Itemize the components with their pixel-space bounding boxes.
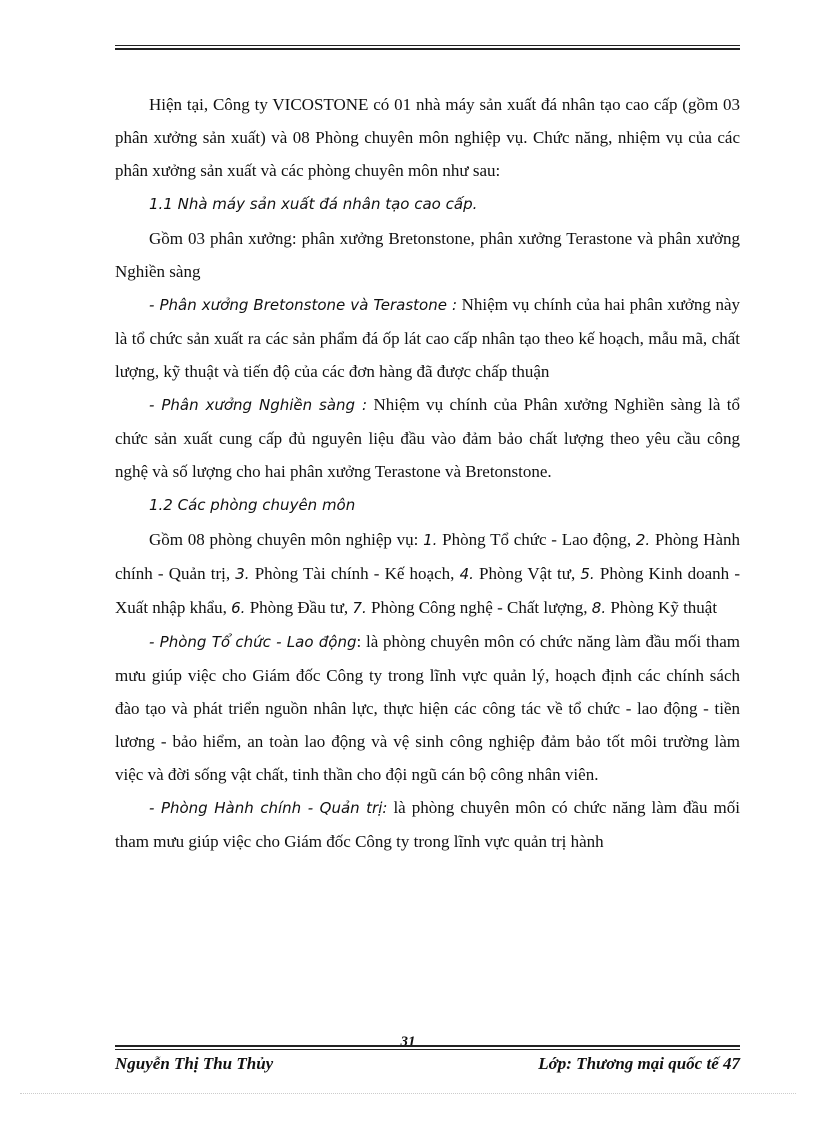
header-rule — [115, 45, 740, 50]
bullet-label: - Phân xưởng Bretonstone và Terastone : — [149, 296, 458, 314]
bullet-bretonstone-terastone: - Phân xưởng Bretonstone và Terastone : Nhiệm vụ chính của hai phân xưởng này là tổ chức sản xuất ra các sản phẩm đá ốp lát cao cấp nhân tạo theo kế hoạch, mẫu mã, chất lượng, kỹ thuật và tiến độ của các đơn hàng đã được chấp thuận — [115, 295, 740, 381]
bullet-nghien-sang: - Phân xưởng Nghiền sàng : Nhiệm vụ chính của Phân xưởng Nghiền sàng là tổ chức sản xuất cung cấp đủ nguyên liệu đầu vào đảm bảo chất lượng theo yêu cầu công nghệ và số lượng cho hai phân xưởng Terastone và Bretonstone. — [115, 395, 740, 481]
departments-paragraph: Gồm 08 phòng chuyên môn nghiệp vụ: 1. Phòng Tổ chức - Lao động, 2. Phòng Hành chính - Quản trị, 3. Phòng Tài chính - Kế hoạch, 4. Phòng Vật tư, 5. Phòng Kinh doanh - Xuất nhập khẩu, 6. Phòng Đầu tư, 7. Phòng Công nghệ - Chất lượng, 8. Phòng Kỹ thuật — [115, 530, 740, 617]
bullet-to-chuc-lao-dong: - Phòng Tổ chức - Lao động: là phòng chuyên môn có chức năng làm đầu mối tham mưu giúp việc cho Giám đốc Công ty trong lĩnh vực quản lý, hoạch định các chính sách đào tạo và phát triển nguồn nhân lực, thực hiện các công tác về tổ chức - lao động - tiền lương - bảo hiểm, an toàn lao động và vệ sinh công nghiệp đảm bảo tốt môi trường làm việc và đời sống vật chất, tinh thần cho đội ngũ cán bộ công nhân viên. — [115, 632, 740, 784]
footer-rule — [115, 1045, 740, 1050]
bullet-label: - Phân xưởng Nghiền sàng : — [149, 396, 368, 414]
page-bottom-dotted-line — [20, 1093, 796, 1094]
bullet-label: - Phòng Hành chính - Quản trị: — [149, 799, 388, 817]
section-heading-1-1: 1.1 Nhà máy sản xuất đá nhân tạo cao cấp. — [149, 195, 478, 213]
footer-author: Nguyễn Thị Thu Thủy — [115, 1054, 274, 1073]
page-number: 31 — [400, 1034, 416, 1050]
section-heading-1-2: 1.2 Các phòng chuyên môn — [149, 496, 356, 514]
page-body — [115, 88, 740, 858]
bullet-label: - Phòng Tổ chức - Lao động — [149, 633, 357, 651]
section-1-1-paragraph: Gồm 03 phân xưởng: phân xưởng Bretonstone, phân xưởng Terastone và phân xưởng Nghiền sàng — [115, 229, 740, 281]
footer-class: Lớp: Thương mại quốc tế 47 — [538, 1054, 740, 1073]
intro-paragraph: Hiện tại, Công ty VICOSTONE có 01 nhà máy sản xuất đá nhân tạo cao cấp (gồm 03 phân xưởng sản xuất) và 08 Phòng chuyên môn nghiệp vụ. Chức năng, nhiệm vụ của các phân xưởng sản xuất và các phòng chuyên môn như sau: — [115, 95, 740, 180]
bullet-hanh-chinh-quan-tri: - Phòng Hành chính - Quản trị: là phòng chuyên môn có chức năng làm đầu mối tham mưu giúp việc cho Giám đốc Công ty trong lĩnh vực quản trị hành — [115, 798, 740, 851]
